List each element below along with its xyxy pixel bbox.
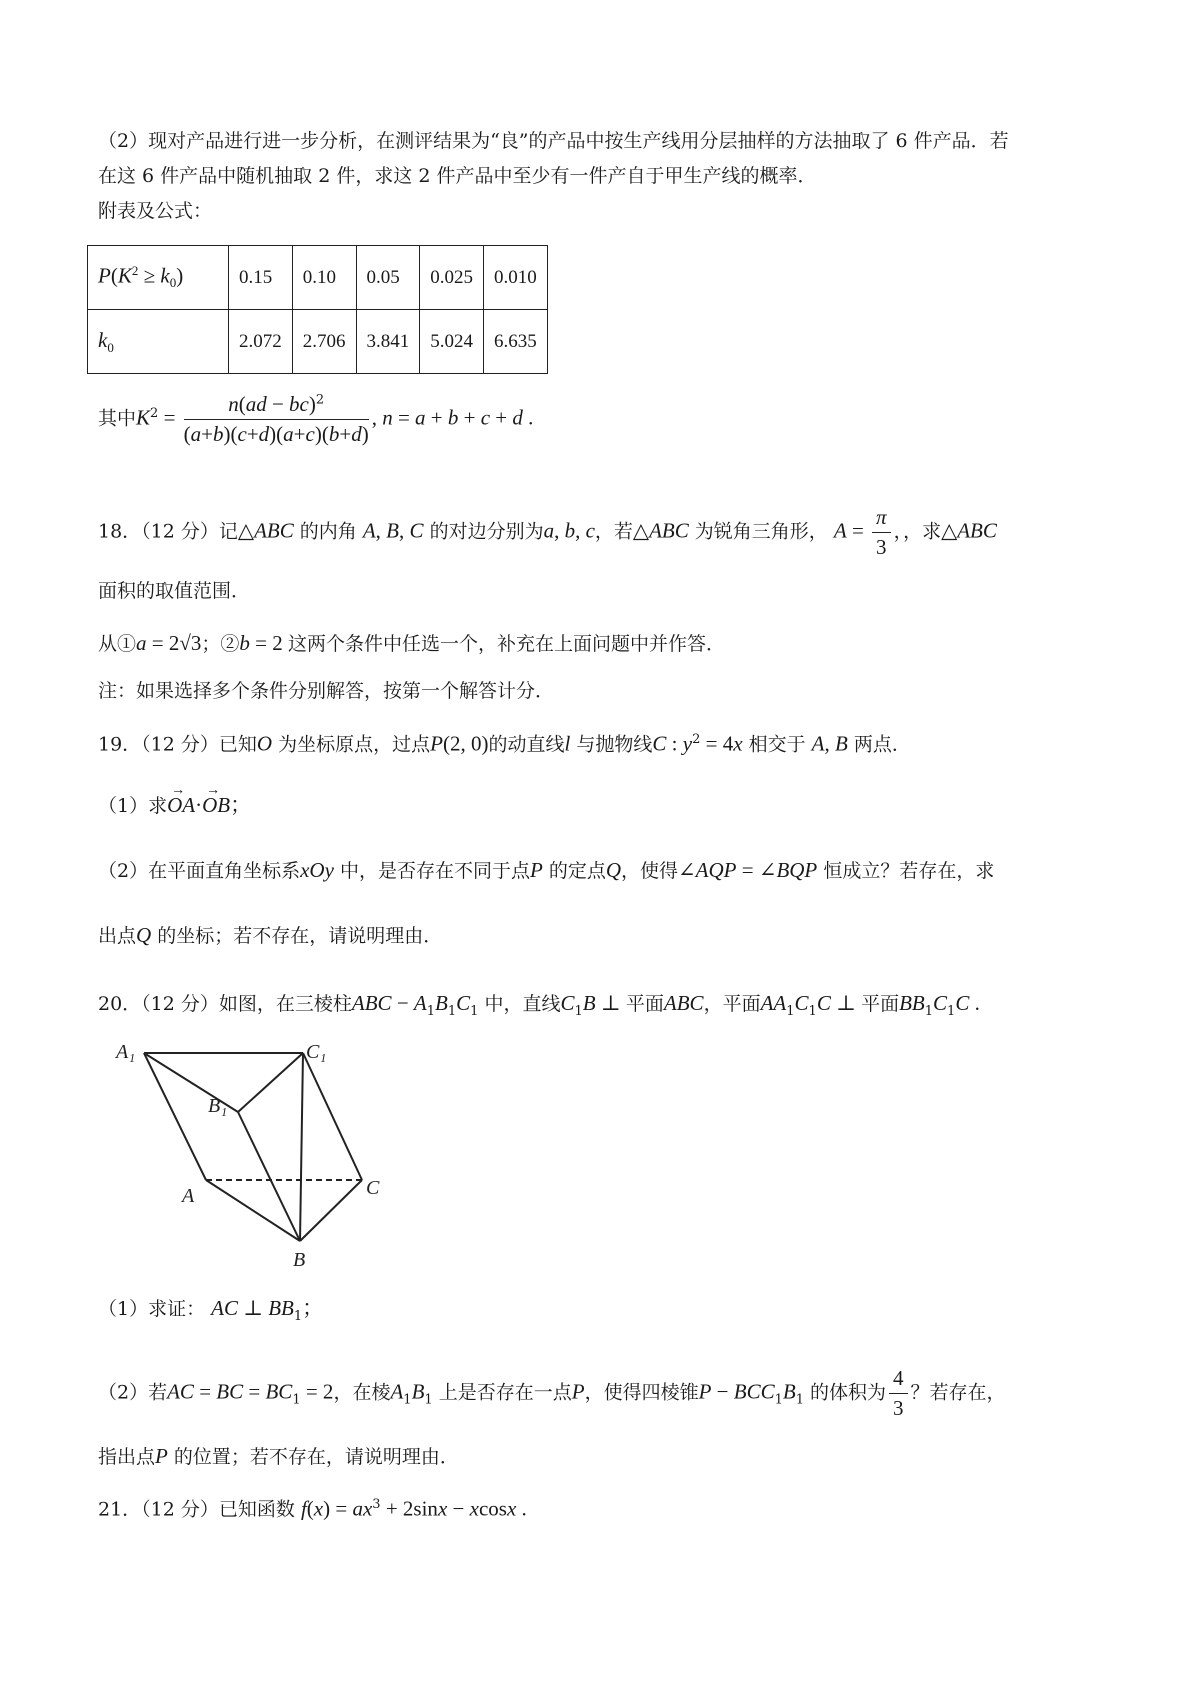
q18-line3: 从①a = 2√3；②b = 2 这两个条件中任选一个，补充在上面问题中并作答． xyxy=(98,631,726,655)
table-cell: 6.635 xyxy=(484,310,548,374)
appendix-label: 附表及公式： xyxy=(98,200,213,222)
label-b: B xyxy=(293,1249,306,1270)
q19-part2-line2: 出点Q 的坐标；若不存在，请说明理由． xyxy=(98,923,443,947)
table-row-p xyxy=(88,246,548,310)
table-row-k xyxy=(88,310,548,374)
q18-line2: 面积的取值范围． xyxy=(98,580,251,602)
q19-part2: （2）在平面直角坐标系xOy 中，是否存在不同于点P 的定点Q，使得∠AQP = ∠BQP 恒成立？若存在，求 xyxy=(98,858,995,882)
table-cell: 5.024 xyxy=(420,310,484,374)
q20-part2-line2: 指出点P 的位置；若不存在，请说明理由． xyxy=(98,1444,459,1468)
q18-note: 注：如果选择多个条件分别解答，按第一个解答计分． xyxy=(98,680,555,702)
edge-bc xyxy=(300,1180,362,1241)
label-a1: A₁ xyxy=(116,1041,136,1063)
pi-over-3: $\frac{\pi}{3}$ xyxy=(872,505,891,560)
table-cell: 0.05 xyxy=(356,246,420,310)
table-cell: 2.072 xyxy=(229,310,293,374)
table-header-k: $k_0$ xyxy=(88,310,229,374)
table-cell: 0.15 xyxy=(229,246,293,310)
q19-part1: （1）求→ OA·→ OB； xyxy=(98,792,251,819)
q17-part2-line1: （2）现对产品进行进一步分析，在测评结果为“良”的产品中按生产线用分层抽样的方法抽取了 6 件产品．若 xyxy=(98,130,1009,152)
table-cell: 2.706 xyxy=(292,310,356,374)
q18-line1: 18．（12 分）记△ABC 的内角 A, B, C 的对边分别为a, b, c，若△ABC 为锐角三角形， A = $\frac{\pi}{3}$ ，，求△ABC xyxy=(98,505,997,559)
k2-fraction: $\frac{n(ad - bc)^2}{(a+b)(c+d)(a+c)(b+d)}$ xyxy=(183,392,369,446)
q20-line1: 20．（12 分）如图，在三棱柱ABC − $A_1B_1C_1$ 中，直线$C_1B$ ⊥ 平面ABC，平面$AA_1C_1C$ ⊥ 平面$BB_1C_1C$ . xyxy=(98,991,980,1019)
q20-part1: （1）求证： AC ⊥ $BB_1$； xyxy=(98,1296,324,1324)
table-header-p: $P(K^2 \ge k_0)$ xyxy=(88,246,229,310)
label-c: C xyxy=(366,1177,380,1199)
q19-line1: 19．（12 分）已知O 为坐标原点，过点P(2, 0)的动直线l 与抛物线C : $y^2 = 4x$ 相交于 A, B 两点． xyxy=(98,731,911,756)
edge-c1b xyxy=(300,1053,303,1241)
label-b1: B₁ xyxy=(208,1095,228,1117)
q21-line1: 21．（12 分）已知函数 $f(x) = ax^3 + 2\sin x - xcosx$ . xyxy=(98,1496,527,1521)
k2-formula: 其中$K^2$ = $\frac{n(ad - bc)^2}{(a+b)(c+d)(a+c)(b+d)}$ , n = a + b + c + d . xyxy=(98,392,534,446)
table-cell: 0.025 xyxy=(420,246,484,310)
four-thirds: $\frac{4}{3}$ xyxy=(889,1366,908,1421)
edge-c1c xyxy=(303,1053,362,1180)
q20-part2: （2）若AC = BC = $BC_1 = 2$，在棱$A_1B_1$ 上是否存在一点P，使得四棱锥$P - BCC_1B_1$ 的体积为 $\frac{4}{3}$ ？若存在， xyxy=(98,1366,1006,1420)
q17-part2-line2: 在这 6 件产品中随机抽取 2 件，求这 2 件产品中至少有一件产自于甲生产线的概率． xyxy=(98,165,817,187)
table-cell: 3.841 xyxy=(356,310,420,374)
prism-figure xyxy=(110,1030,400,1270)
critical-value-table xyxy=(87,245,548,374)
label-a: A xyxy=(182,1185,195,1207)
label-c1: C₁ xyxy=(306,1041,327,1063)
table-cell: 0.010 xyxy=(484,246,548,310)
edge-b1c1 xyxy=(238,1053,303,1112)
table-cell: 0.10 xyxy=(292,246,356,310)
